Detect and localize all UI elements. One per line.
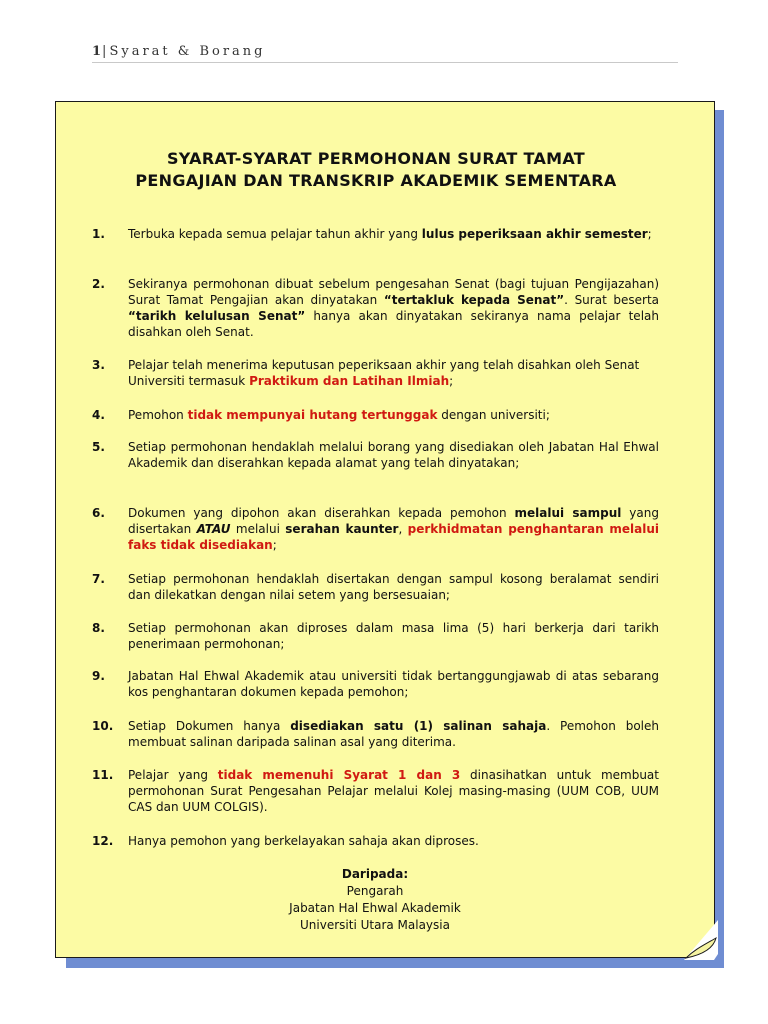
- requirement-item: [92, 357, 659, 389]
- item-text: Sekiranya permohonan dibuat sebelum pengesahan Senat (bagi tujuan Pengijazahan) Surat Tamat Pengajian akan dinyatakan: [128, 277, 659, 307]
- requirement-item: [92, 571, 659, 603]
- item-text: Dokumen yang dipohon akan diserahkan kepada pemohon: [128, 506, 515, 520]
- item-text: lulus peperiksaan akhir semester: [421, 227, 648, 241]
- requirement-item: [92, 407, 659, 423]
- from-line: Jabatan Hal Ehwal Akademik: [289, 901, 461, 915]
- from-line: Universiti Utara Malaysia: [300, 918, 450, 932]
- item-text: . Pemohon boleh membuat salinan daripada salinan asal yang diterima.: [128, 719, 660, 749]
- item-text: yang disertakan: [128, 506, 659, 536]
- item-number: 8.: [92, 621, 105, 635]
- requirement-item: [92, 505, 659, 553]
- item-text: “tarikh kelulusan Senat”: [128, 309, 306, 323]
- item-text: Setiap permohonan akan diproses dalam masa lima (5) hari berkerja dari tarikh penerimaan permohonan;: [128, 621, 659, 651]
- page-header: [92, 44, 266, 59]
- item-text: Setiap permohonan hendaklah disertakan dengan sampul kosong beralamat sendiri dan dilekatkan dengan nilai setem yang bersesuaian;: [128, 572, 659, 602]
- requirement-item: [92, 718, 659, 750]
- item-number: 12.: [92, 834, 114, 848]
- item-text: . Surat beserta: [564, 293, 660, 307]
- item-text: ;: [449, 374, 454, 388]
- item-text: ,: [398, 522, 408, 536]
- item-number: 2.: [92, 277, 105, 291]
- signature-block: [200, 866, 550, 934]
- page-curl-icon: [684, 920, 718, 960]
- item-number: 4.: [92, 408, 105, 422]
- item-text: Pelajar telah menerima keputusan peperiksaan akhir yang telah disahkan oleh Senat Universiti termasuk: [128, 358, 640, 388]
- requirement-item: [92, 833, 659, 849]
- item-number: 3.: [92, 358, 105, 372]
- item-text: hanya akan dinyatakan sekiranya nama pelajar telah disahkan oleh Senat.: [128, 309, 659, 339]
- item-text: melalui sampul: [514, 506, 622, 520]
- requirement-item: [92, 439, 659, 471]
- item-text: Praktikum dan Latihan Ilmiah: [249, 374, 450, 388]
- item-text: Setiap Dokumen hanya: [128, 719, 291, 733]
- item-text: ATAU: [196, 522, 231, 536]
- title-line-2: PENGAJIAN DAN TRANSKRIP AKADEMIK SEMENTARA: [135, 171, 617, 190]
- title-line-1: SYARAT-SYARAT PERMOHONAN SURAT TAMAT: [166, 149, 586, 168]
- requirement-item: [92, 620, 659, 652]
- header-separator: |: [102, 44, 110, 59]
- item-number: 5.: [92, 440, 105, 454]
- item-text: Pelajar yang: [128, 768, 218, 782]
- item-text: ;: [647, 227, 652, 241]
- item-number: 1.: [92, 227, 105, 241]
- page-number: 1: [92, 44, 103, 59]
- item-text: ;: [272, 538, 277, 552]
- item-text: Terbuka kepada semua pelajar tahun akhir yang: [128, 227, 422, 241]
- item-number: 9.: [92, 669, 105, 683]
- item-text: “tertakluk kepada Senat”: [383, 293, 565, 307]
- item-number: 11.: [92, 768, 114, 782]
- requirement-item: [92, 276, 659, 340]
- item-number: 10.: [92, 719, 114, 733]
- item-number: 6.: [92, 506, 105, 520]
- from-line: Pengarah: [346, 884, 404, 898]
- item-text: perkhidmatan penghantaran melalui faks tidak disediakan: [128, 522, 659, 552]
- requirement-item: [92, 226, 659, 242]
- item-text: Setiap permohonan hendaklah melalui borang yang disediakan oleh Jabatan Hal Ehwal Akademik dan diserahkan kepada alamat yang telah dinyatakan;: [128, 440, 659, 470]
- item-text: melalui: [230, 522, 286, 536]
- requirement-item: [92, 767, 659, 815]
- header-divider: [92, 62, 678, 63]
- notice-title: [56, 148, 696, 192]
- item-text: Hanya pemohon yang berkelayakan sahaja akan diproses.: [128, 834, 479, 848]
- item-text: dengan universiti;: [437, 408, 550, 422]
- item-text: Pemohon: [128, 408, 188, 422]
- header-title: Syarat & Borang: [109, 44, 266, 59]
- item-text: Jabatan Hal Ehwal Akademik atau universiti tidak bertanggungjawab di atas sebarang kos penghantaran dokumen kepada pemohon;: [128, 669, 659, 699]
- requirement-item: [92, 668, 659, 700]
- item-text: disediakan satu (1) salinan sahaja: [290, 719, 547, 733]
- item-text: tidak memenuhi Syarat 1 dan 3: [217, 768, 461, 782]
- from-label: Daripada:: [341, 867, 409, 881]
- item-text: tidak mempunyai hutang tertunggak: [187, 408, 438, 422]
- item-text: serahan kaunter: [285, 522, 399, 536]
- item-number: 7.: [92, 572, 105, 586]
- item-text: dinasihatkan untuk membuat permohonan Surat Pengesahan Pelajar melalui Kolej masing-masing (UUM COB, UUM CAS dan UUM COLGIS).: [128, 768, 659, 814]
